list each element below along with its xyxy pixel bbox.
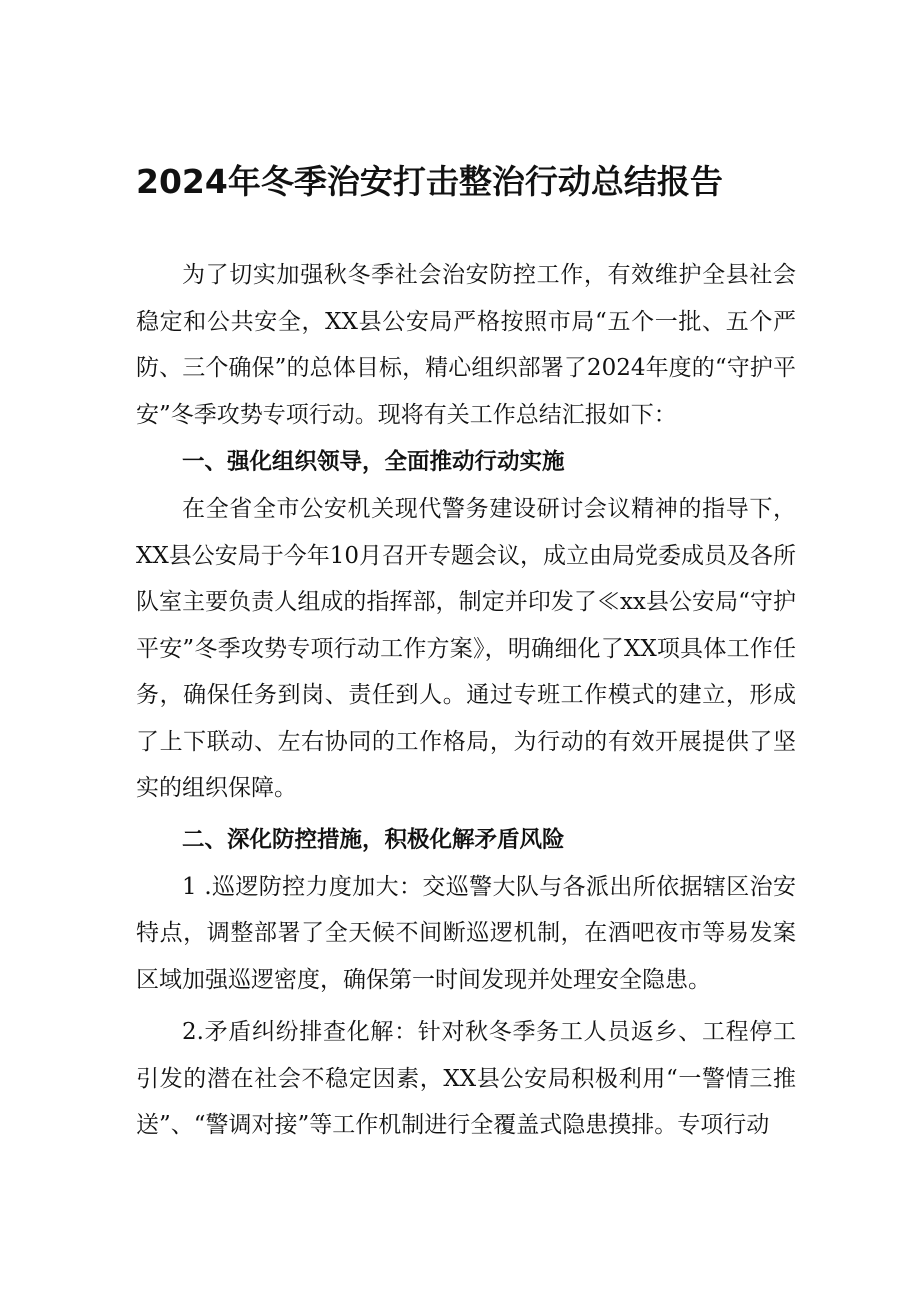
intro-paragraph: 为了切实加强秋冬季社会治安防控工作，有效维护全县社会稳定和公共安全，XX县公安局严格按照市局“五个一批、五个严防、三个确保”的总体目标，精心组织部署了2024年度的“守护平安”冬季攻势专项行动。现将有关工作总结汇报如下：	[136, 262, 796, 428]
document-title: 2024年冬季治安打击整治行动总结报告	[136, 162, 723, 201]
section-2-item-2: 2.矛盾纠纷排查化解：针对秋冬季务工人员返乡、工程停工引发的潜在社会不稳定因素，XX县公安局积极利用“一警情三推送”、“警调对接”等工作机制进行全覆盖式隐患摸排。专项行动	[136, 1019, 796, 1138]
section-1-paragraph: 在全省全市公安机关现代警务建设研讨会议精神的指导下，XX县公安局于今年10月召开专题会议，成立由局党委成员及各所队室主要负责人组成的指挥部，制定并印发了≪xx县公安局“守护平安”冬季攻势专项行动工作方案》，明确细化了XX项具体工作任务，确保任务到岗、责任到人。通过专班工作模式的建立，形成了上下联动、左右协同的工作格局，为行动的有效开展提供了坚实的组织保障。	[136, 496, 797, 801]
section-2-heading: 二、深化防控措施，积极化解矛盾风险	[182, 826, 565, 853]
section-1-heading: 一、强化组织领导，全面推动行动实施	[182, 449, 565, 475]
section-2-item-1: 1 .巡逻防控力度加大：交巡警大队与各派出所依据辖区治安特点，调整部署了全天候不间断巡逻机制，在酒吧夜市等易发案区域加强巡逻密度，确保第一时间发现并处理安全隐患。	[136, 873, 796, 993]
document-body	[136, 252, 796, 1149]
